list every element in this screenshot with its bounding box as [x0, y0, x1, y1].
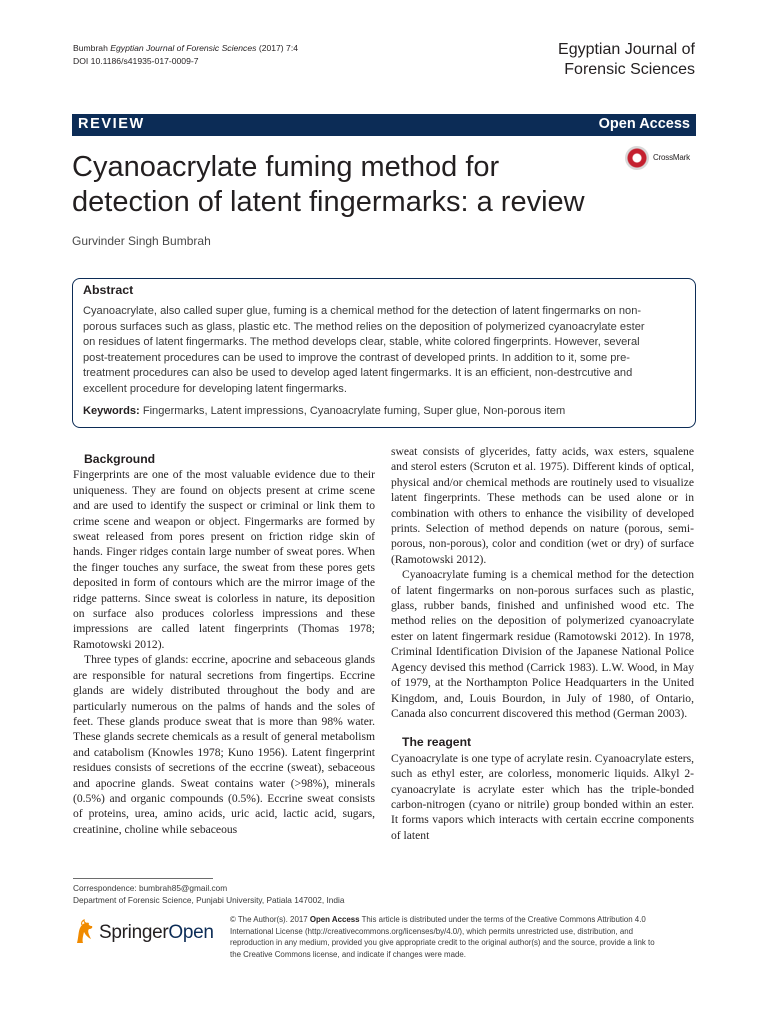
citation-line	[73, 42, 298, 55]
keywords	[83, 405, 683, 417]
body-paragraph: Cyanoacrylate is one type of acrylate resin. Cyanoacrylate esters, such as ethyl ester, are colorless, monomeric liquids. Alkyl 2-cyanoacrylate is acrylate ester which has the triple-bonded carbon-nitrogen (cyano or nitrile) group bonded within an ester. It forms vapors which interacts with certain eccrine components of latent	[391, 751, 694, 842]
citation-author: Bumbrah	[73, 43, 108, 53]
running-header	[73, 42, 298, 67]
journal-name-line2: Forensic Sciences	[564, 61, 695, 78]
keywords-list: Fingermarks, Latent impressions, Cyanoacrylate fuming, Super glue, Non-porous item	[142, 405, 566, 417]
springer-horse-icon	[73, 919, 97, 945]
section-heading-background: Background	[84, 452, 156, 466]
license-text: This article is distributed under the terms of the Creative Commons Attribution 4.0	[359, 915, 646, 924]
springer-open-wordmark	[99, 922, 214, 944]
license-line: the Creative Commons license, and indicate if changes were made.	[230, 949, 466, 959]
article-title-line1: Cyanoacrylate fuming method for	[72, 151, 500, 183]
section-heading-reagent: The reagent	[402, 735, 472, 750]
article-title	[72, 150, 612, 220]
body-paragraph: Cyanoacrylate fuming is a chemical method for the detection of latent fingermarks on non-porous surfaces such as plastic, glass, rubber bands, finished and unfinished wood etc. The method relies on the deposition of polymerized cyanoacrylate ester on latent fingermark residue (Ramotowski 2012). In 1978, Criminal Identification Division of the Japanese National Police Agency devised this method (Carrick 1983). L.W. Wood, in May of 1979, at the Northampton Police Headquarters in the United Kingdom, and, Louis Bourdon, in July of 1980, of Ontario, Canada also concurrent discovered this method (German 2003).	[391, 568, 694, 720]
license-open-access: Open Access	[309, 915, 360, 924]
abstract-line: excellent procedure for developing latent fingermarks.	[83, 382, 347, 395]
abstract-line: porous surfaces such as glass, plastic etc. The method relies on the deposition of polymerized cyanoacrylate ester	[83, 320, 645, 333]
open-word: Open	[168, 922, 214, 943]
body-paragraph: Three types of glands: eccrine, apocrine and sebaceous glands are responsible for natural secretions from fingertips. Eccrine glands are widely distributed throughout the body and are particularly numerous on the palms of hands and the soles of feet. These glands produce sweat that is more than 98% water. These glands secrete chemicals as a result of general metabolism and catabolism (Knowles 1978; Kuno 1956). Latent fingerprint residues consists of secretions of the eccrine (sweat), sebaceous and apocrine glands. Sweat contains water (>98%), minerals (0.5%) and organic compounds (0.5%). Eccrine sweat consists of proteins, urea, amino acids, uric acid, lactic acid, sugars, creatinine, choline while sebaceous	[73, 653, 375, 836]
citation-year-volume: (2017) 7:4	[258, 43, 299, 53]
license-line	[230, 914, 695, 926]
open-access-label: Open Access	[598, 116, 690, 132]
abstract-box	[72, 278, 696, 428]
springer-word: Springer	[99, 922, 169, 943]
abstract-heading: Abstract	[83, 283, 134, 297]
affiliation: Department of Forensic Science, Punjabi University, Patiala 147002, India	[73, 895, 345, 906]
abstract-line: Cyanoacrylate, also called super glue, fuming is a chemical method for the detection of latent fingermarks on non-	[83, 305, 642, 317]
keywords-label: Keywords:	[83, 405, 140, 417]
crossmark-badge[interactable]	[625, 146, 705, 172]
article-title-line2: detection of latent fingermarks: a review	[72, 186, 585, 218]
crossmark-icon	[625, 146, 649, 170]
body-column-right	[391, 444, 694, 843]
citation-journal: Egyptian Journal of Forensic Sciences	[110, 43, 257, 53]
body-paragraph: Fingerprints are one of the most valuable evidence due to their uniqueness. They are found on objects present at crime scene and are used to identify the suspect or criminal or link them to crime scene and weapon or object. Fingermarks are formed by sweat released from pores present on friction ridge skin of hands. Finger ridges contain large number of sweat pores. When the finger touches any surface, the sweat from these pores gets deposited in form of contours which are the mirror image of the ridge patterns. Since sweat is colorless in nature, its deposition on surface also produces colorless impressions and these impressions are called latent fingerprints (Thomas 1978; Ramotowski 2012).	[73, 468, 375, 651]
abstract-text	[83, 304, 683, 398]
article-type-banner	[72, 114, 696, 136]
footnote-divider	[73, 878, 213, 879]
doi[interactable]: DOI 10.1186/s41935-017-0009-7	[73, 55, 199, 66]
license-notice	[230, 914, 695, 960]
crossmark-label: CrossMark	[653, 153, 690, 162]
body-paragraph: sweat consists of glycerides, fatty acids, wax esters, squalene and sterol esters (Scruton et al. 1975). Different kinds of optical, physical and/or chemical methods are routinely used to visualize latent fingerprints. These methods can be used alone or in combination with others to enhance the visibility of developed prints. Selection of method depends on nature (porous, semi-porous, non-porous), color and condition (wet or dry) of surface (Ramotowski 2012).	[391, 445, 694, 566]
abstract-line: treatment procedures can also be used to develop aged latent fingermarks. It is an efficient, non-destrcutive and	[83, 367, 633, 380]
abstract-line: on residues of latent fingermarks. The method develops clear, stable, white colored fingerprints. However, several	[83, 336, 640, 349]
correspondence-email[interactable]: Correspondence: bumbrah85@gmail.com	[73, 883, 228, 893]
copyright: © The Author(s). 2017	[230, 915, 308, 924]
springer-open-logo	[73, 919, 223, 947]
license-line: reproduction in any medium, provided you give appropriate credit to the original author(s) and the source, provide a link to	[230, 938, 655, 948]
license-line: International License (http://creativecommons.org/licenses/by/4.0/), which permits unrestricted use, distribution, and	[230, 926, 634, 936]
footnote	[73, 882, 344, 907]
journal-name-line1: Egyptian Journal of	[558, 41, 695, 58]
abstract-line: post-treatement procedures can be used to improve the contrast of developed prints. In addition to it, some pre-	[83, 351, 630, 364]
article-type-label: REVIEW	[78, 116, 145, 132]
author-name: Gurvinder Singh Bumbrah	[72, 234, 211, 248]
journal-name	[435, 40, 695, 80]
body-column-left	[73, 452, 375, 837]
